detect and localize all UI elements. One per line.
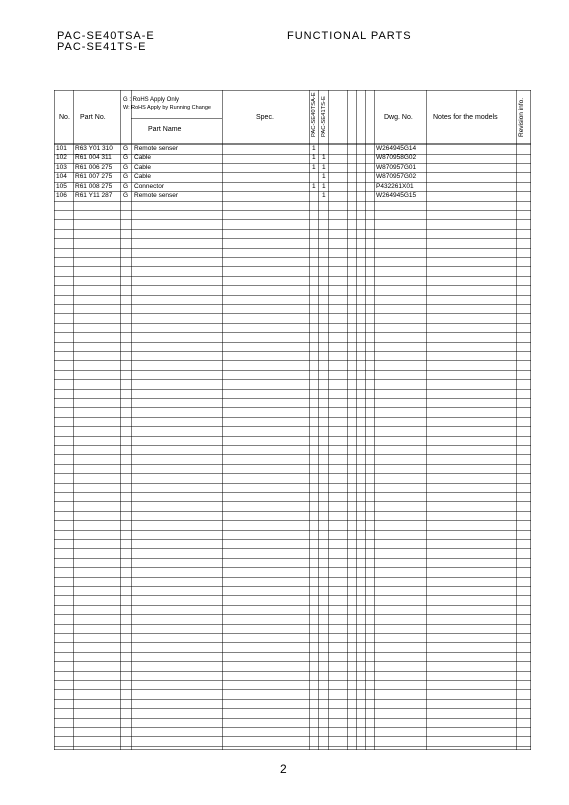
row-qty-model2: 1 (322, 154, 326, 162)
row-qty-model2: 1 (322, 182, 326, 190)
row-dwg-no: W264945G15 (376, 192, 417, 199)
page-number: 2 (280, 762, 287, 776)
col-model1-header: PAC-SE40TSA-E (311, 92, 317, 137)
row-part-no: R61 007 275 (75, 173, 113, 181)
row-qty-model1: 1 (312, 145, 316, 152)
col-no-header: No. (59, 114, 70, 121)
row-no: 104 (56, 173, 67, 181)
row-dwg-no: W870957G01 (376, 163, 417, 171)
col-dwg-no-header: Dwg. No. (384, 114, 413, 121)
row-part-no: R61 006 275 (75, 163, 113, 171)
row-dwg-no: W264945G14 (376, 145, 417, 152)
col-notes-header: Notes for the models (433, 114, 498, 121)
row-no: 103 (56, 163, 67, 171)
col-spec-header: Spec. (256, 114, 274, 121)
row-part-no: R63 Y01 310 (75, 145, 113, 152)
col-model2-header: PAC-SE41TS-E (321, 96, 327, 137)
row-rohs-flag: G (123, 192, 129, 199)
row-rohs-flag: G (123, 163, 129, 171)
col-part-name-header: Part Name (148, 126, 182, 133)
row-qty-model1: 1 (312, 182, 316, 190)
model-name-2: PAC-SE41TS-E (57, 41, 147, 53)
row-part-name: Remote senser (134, 145, 179, 152)
row-rohs-flag: G (123, 173, 129, 181)
page-title: FUNCTIONAL PARTS (287, 30, 412, 42)
row-rohs-flag: G (123, 182, 129, 190)
row-qty-model1: 1 (312, 163, 316, 171)
row-qty-model1: 1 (312, 154, 316, 162)
row-qty-model2: 1 (322, 163, 326, 171)
row-dwg-no: W870957G02 (376, 173, 417, 181)
row-part-no: R61 008 275 (75, 182, 113, 190)
row-rohs-flag: G (123, 154, 129, 162)
row-part-name: Cable (134, 163, 151, 171)
row-part-no: R61 Y11 287 (75, 192, 113, 199)
row-no: 102 (56, 154, 67, 162)
row-dwg-no: W870958G02 (376, 154, 417, 162)
row-no: 106 (56, 192, 67, 199)
row-no: 101 (56, 145, 67, 152)
row-part-name: Connector (134, 182, 164, 190)
row-qty-model2: 1 (322, 173, 326, 181)
row-part-name: Cable (134, 154, 151, 162)
row-qty-model2: 1 (322, 192, 326, 199)
row-rohs-flag: G (123, 145, 129, 152)
col-part-no-header: Part No. (80, 114, 106, 121)
rohs-w-legend: W: RoHS Apply by Running Change (123, 105, 211, 111)
row-dwg-no: P432261X01 (376, 182, 414, 190)
row-part-name: Cable (134, 173, 151, 181)
col-revision-header: Revision info. (518, 97, 525, 137)
row-part-no: R61 004 311 (75, 154, 112, 162)
row-no: 105 (56, 182, 67, 190)
model-name-1: PAC-SE40TSA-E (57, 30, 155, 42)
row-part-name: Remote senser (134, 192, 179, 199)
rohs-g-legend: G : RoHS Apply Only (123, 97, 180, 103)
